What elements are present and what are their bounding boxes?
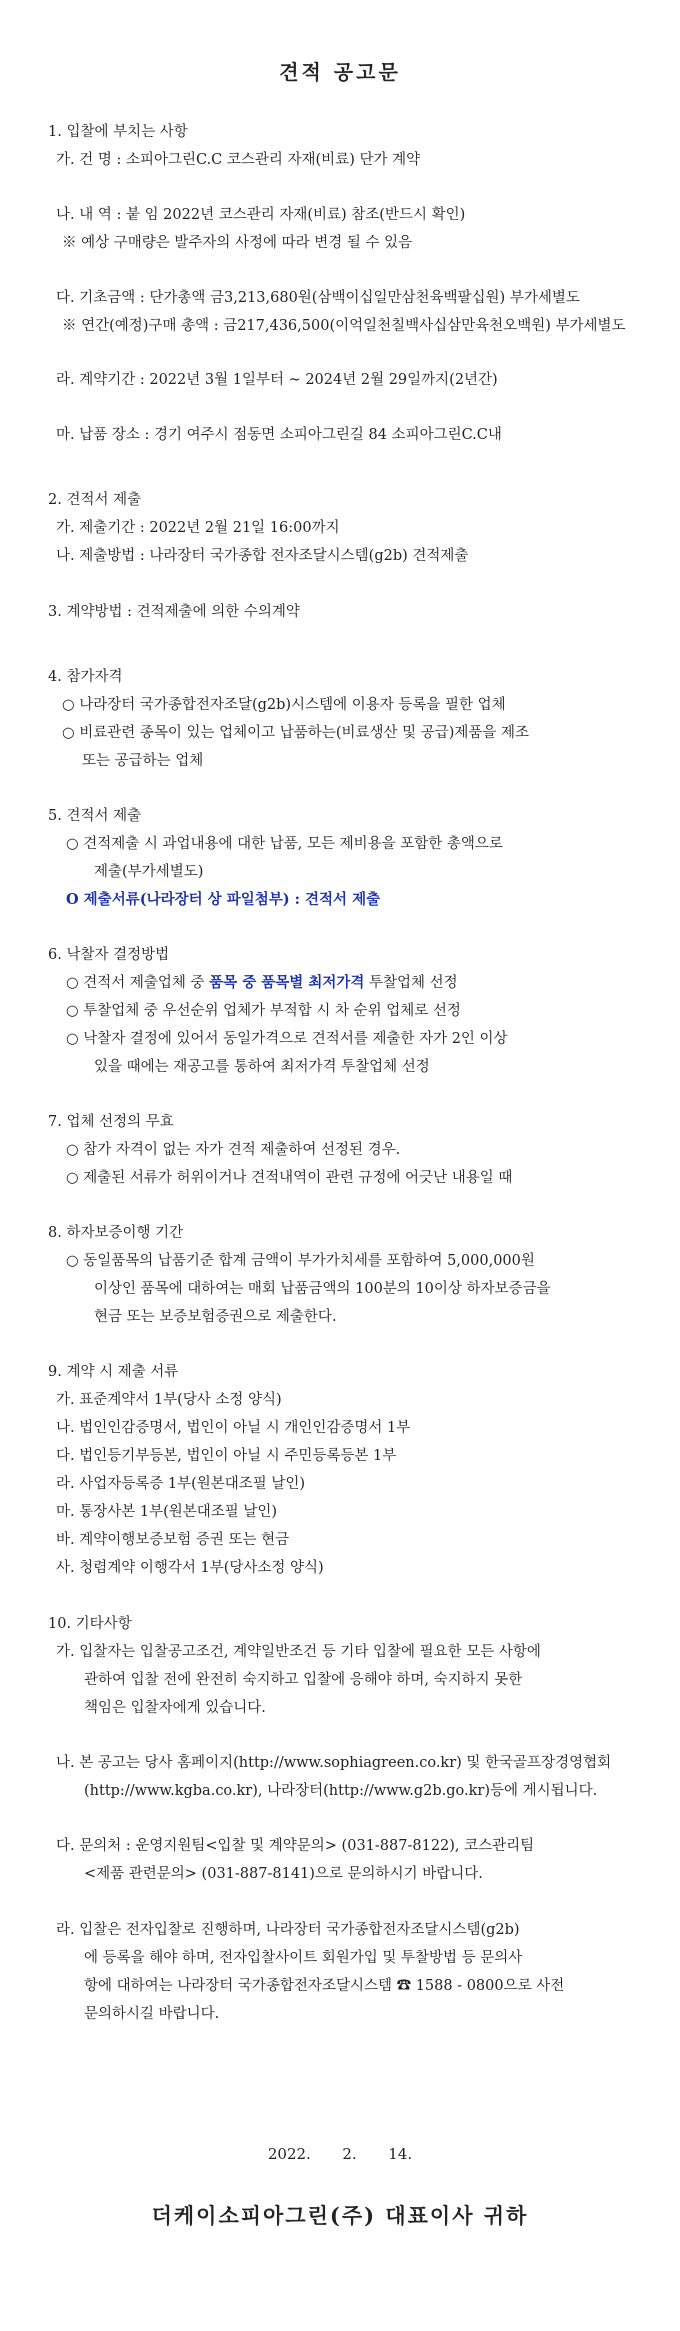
s4-bullet-fertilizer-b: 또는 공급하는 업체 — [82, 753, 204, 769]
date-year: 2022. — [267, 2145, 311, 2163]
s9-item: 마. 통장사본 1부(원본대조필 날인) — [56, 1504, 278, 1520]
section-5-heading: 5. 견적서 제출 — [48, 808, 142, 824]
section-8-heading: 8. 하자보증이행 기간 — [48, 1225, 184, 1241]
s2-submit-method: 나. 제출방법 : 나라장터 국가종합 전자조달시스템(g2b) 견적제출 — [56, 548, 469, 564]
s10-item-ga-3: 책임은 입찰자에게 있습니다. — [84, 1700, 266, 1716]
s5-bullet-total-b: 제출(부가세별도) — [94, 864, 204, 880]
notice-date — [0, 2145, 680, 2163]
s10-item-ra-3: 항에 대하여는 나라장터 국가종합전자조달시스템 ☎ 1588 - 0800으로 사전 — [84, 1978, 565, 1994]
s6-bullet-next-rank: ○ 투찰업체 중 우선순위 업체가 부적합 시 차 순위 업체로 선정 — [66, 1003, 461, 1019]
s9-item: 사. 청렴계약 이행각서 1부(당사소정 양식) — [56, 1560, 324, 1576]
s8-bullet-warranty-c: 현금 또는 보증보험증권으로 제출한다. — [94, 1309, 337, 1325]
s10-item-ga-1: 가. 입찰자는 입찰공고조건, 계약일반조건 등 기타 입찰에 필요한 모든 사항에 — [56, 1644, 541, 1660]
s10-item-na-2: (http://www.kgba.co.kr), 나라장터(http://www.g2b.go.kr)등에 게시됩니다. — [84, 1783, 598, 1799]
section-6-heading: 6. 낙찰자 결정방법 — [48, 947, 170, 963]
s6-bullet-tie-a: ○ 낙찰자 결정에 있어서 동일가격으로 견적서를 제출한 자가 2인 이상 — [66, 1031, 508, 1047]
s10-item-ra-2: 에 등록을 해야 하며, 전자입찰사이트 회원가입 및 투찰방법 등 문의사 — [84, 1950, 523, 1966]
s6-bullet-tie-b: 있을 때에는 재공고를 통하여 최저가격 투찰업체 선정 — [94, 1059, 430, 1075]
s10-item-na-1: 나. 본 공고는 당사 홈페이지(http://www.sophiagreen.co.kr) 및 한국골프장경영협회 — [56, 1755, 612, 1771]
s10-item-da-1: 다. 문의처 : 운영지원팀<입찰 및 계약문의> (031-887-8122), 코스관리팀 — [56, 1838, 535, 1854]
s1-item-delivery-place: 마. 납품 장소 : 경기 여주시 점동면 소피아그린길 84 소피아그린C.C내 — [56, 427, 502, 443]
s10-item-ra-4: 문의하시길 바랍니다. — [84, 2006, 220, 2022]
s4-bullet-fertilizer-a: ○ 비료관련 종목이 있는 업체이고 납품하는(비료생산 및 공급)제품을 제조 — [62, 725, 530, 741]
s1-item-contract-period: 라. 계약기간 : 2022년 3월 1일부터 ~ 2024년 2월 29일까지(2년간) — [56, 372, 498, 388]
section-9-heading: 9. 계약 시 제출 서류 — [48, 1364, 179, 1380]
s6-bullet-lowest-price — [66, 973, 458, 993]
date-day: 14. — [388, 2145, 413, 2163]
section-1-heading: 1. 입찰에 부치는 사항 — [48, 124, 188, 140]
s5-bullet-documents: O 제출서류(나라장터 상 파일첨부) : 견적서 제출 — [66, 891, 381, 908]
s6-bullet-lowest-pre: ○ 견적서 제출업체 중 — [66, 975, 210, 991]
s10-item-ra-1: 라. 입찰은 전자입찰로 진행하며, 나라장터 국가종합전자조달시스템(g2b) — [56, 1922, 520, 1938]
section-10-heading: 10. 기타사항 — [48, 1616, 132, 1632]
s10-item-ga-2: 관하여 입찰 전에 완전히 숙지하고 입찰에 응해야 하며, 숙지하지 못한 — [84, 1672, 523, 1688]
section-2-heading: 2. 견적서 제출 — [48, 492, 142, 508]
s8-bullet-warranty-a: ○ 동일품목의 납품기준 합계 금액이 부가가치세를 포함하여 5,000,000원 — [66, 1253, 535, 1269]
s6-bullet-lowest-post: 투찰업체 선정 — [364, 975, 458, 991]
s9-item: 나. 법인인감증명서, 법인이 아닐 시 개인인감증명서 1부 — [56, 1420, 411, 1436]
s7-bullet-false-documents: ○ 제출된 서류가 허위이거나 견적내역이 관련 규정에 어긋난 내용일 때 — [66, 1170, 513, 1186]
s1-note-quantity: ※ 예상 구매량은 발주자의 사정에 따라 변경 될 수 있음 — [62, 235, 413, 251]
s1-item-base-price: 다. 기초금액 : 단가총액 금3,213,680원(삼백이십일만삼천육백팔십원) 부가세별도 — [56, 290, 580, 306]
document-title: 견적 공고문 — [279, 60, 401, 84]
s2-submit-period: 가. 제출기간 : 2022년 2월 21일 16:00까지 — [56, 520, 340, 536]
s1-item-detail: 나. 내 역 : 붙 임 2022년 코스관리 자재(비료) 참조(반드시 확인) — [56, 207, 466, 223]
s5-bullet-total-a: ○ 견적제출 시 과업내용에 대한 납품, 모든 제비용을 포함한 총액으로 — [66, 836, 503, 852]
s9-item: 바. 계약이행보증보험 증권 또는 현금 — [56, 1532, 290, 1548]
s6-bullet-lowest-highlight: 품목 중 품목별 최저가격 — [209, 974, 365, 991]
s4-bullet-registration: ○ 나라장터 국가종합전자조달(g2b)시스템에 이용자 등록을 필한 업체 — [62, 697, 506, 713]
s8-bullet-warranty-b: 이상인 품목에 대하여는 매회 납품금액의 100분의 10이상 하자보증금을 — [94, 1281, 551, 1297]
s1-item-name: 가. 건 명 : 소피아그린C.C 코스관리 자재(비료) 단가 계약 — [56, 152, 421, 168]
s10-item-da-2: <제품 관련문의> (031-887-8141)으로 문의하시기 바랍니다. — [84, 1866, 483, 1882]
section-3-heading: 3. 계약방법 : 견적제출에 의한 수의계약 — [48, 604, 300, 620]
s7-bullet-unqualified: ○ 참가 자격이 없는 자가 견적 제출하여 선정된 경우. — [66, 1142, 401, 1158]
section-4-heading: 4. 참가자격 — [48, 669, 123, 685]
date-month: 2. — [342, 2145, 357, 2163]
s1-note-annual-total: ※ 연간(예정)구매 총액 : 금217,436,500(이억일천칠백사십삼만육천오백원) 부가세별도 — [62, 318, 626, 334]
s9-item: 가. 표준계약서 1부(당사 소정 양식) — [56, 1392, 282, 1408]
s9-item: 라. 사업자등록증 1부(원본대조필 날인) — [56, 1476, 306, 1492]
s9-item: 다. 법인등기부등본, 법인이 아닐 시 주민등록등본 1부 — [56, 1448, 397, 1464]
signer-line: 더케이소피아그린(주) 대표이사 귀하 — [151, 2203, 529, 2228]
section-7-heading: 7. 업체 선정의 무효 — [48, 1114, 174, 1130]
